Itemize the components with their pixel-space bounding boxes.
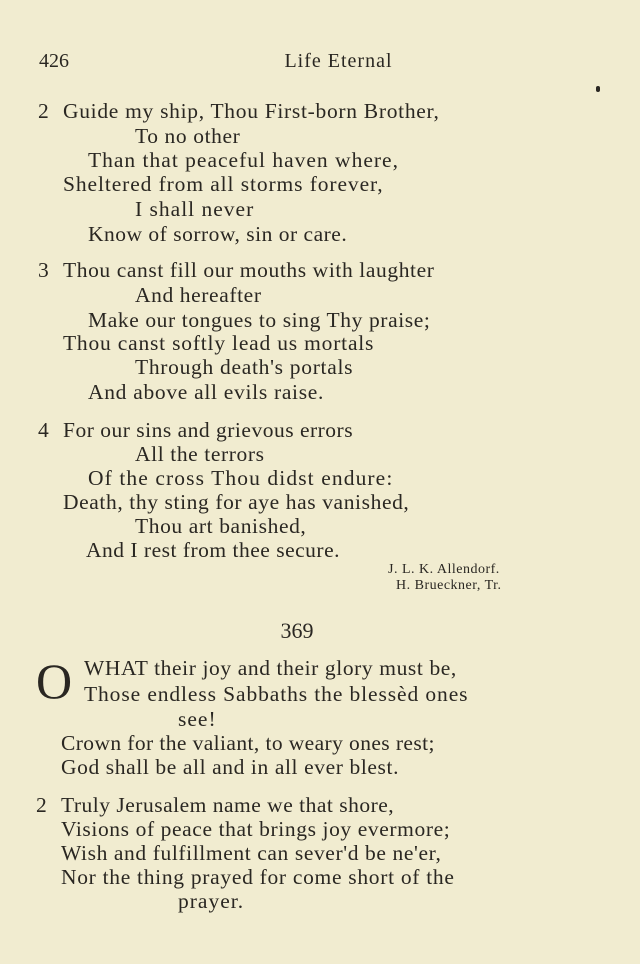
verse-line: see! [178, 707, 217, 731]
verse-number: 3 [38, 258, 49, 282]
verse-number: 2 [38, 99, 49, 123]
verse-line: Wish and fulfillment can sever'd be ne'er, [61, 841, 442, 865]
verse-line: Thou art banished, [135, 514, 307, 538]
verse-line: Nor the thing prayed for come short of the [61, 865, 455, 889]
verse-line: God shall be all and in all ever blest. [61, 755, 400, 779]
verse-line: Than that peaceful haven where, [88, 148, 399, 172]
verse-line: Thou canst softly lead us mortals [63, 331, 375, 355]
verse-line: Make our tongues to sing Thy praise; [88, 308, 431, 332]
verse-line: Guide my ship, Thou First-born Brother, [63, 99, 440, 123]
verse-line: Death, thy sting for aye has vanished, [63, 490, 410, 514]
verse-number: 4 [38, 418, 49, 442]
drop-cap: O [36, 653, 73, 709]
running-title: Life Eternal [284, 50, 393, 72]
verse-line: Of the cross Thou didst endure: [88, 466, 394, 490]
page-header [0, 50, 640, 76]
verse-line: prayer. [178, 889, 245, 913]
page-number: 426 [39, 50, 69, 72]
verse-line: Crown for the valiant, to weary ones rest; [61, 731, 435, 755]
verse-line: WHAT their joy and their glory must be, [84, 656, 457, 680]
verse-line: Thou canst fill our mouths with laughter [63, 258, 435, 282]
verse-line: I shall never [135, 197, 255, 221]
ink-speck [596, 86, 600, 92]
verse-line: Those endless Sabbaths the blessèd ones [84, 682, 469, 706]
verse-line: Know of sorrow, sin or care. [88, 222, 348, 246]
verse-number: 2 [36, 793, 47, 817]
verse-line: Truly Jerusalem name we that shore, [61, 793, 395, 817]
verse-line: To no other [135, 124, 241, 148]
verse-line: All the terrors [135, 442, 265, 466]
author-credit: J. L. K. Allendorf. [388, 562, 500, 577]
verse-line: And above all evils raise. [88, 380, 325, 404]
verse-line: For our sins and grievous errors [63, 418, 354, 442]
verse-line: Sheltered from all storms forever, [63, 172, 384, 196]
translator-credit: H. Brueckner, Tr. [396, 578, 502, 593]
verse-line: And I rest from thee secure. [86, 538, 340, 562]
verse-line: Visions of peace that brings joy evermore; [61, 817, 451, 841]
verse-line: Through death's portals [135, 355, 354, 379]
hymn-number: 369 [280, 618, 314, 643]
verse-line: And hereafter [135, 283, 262, 307]
